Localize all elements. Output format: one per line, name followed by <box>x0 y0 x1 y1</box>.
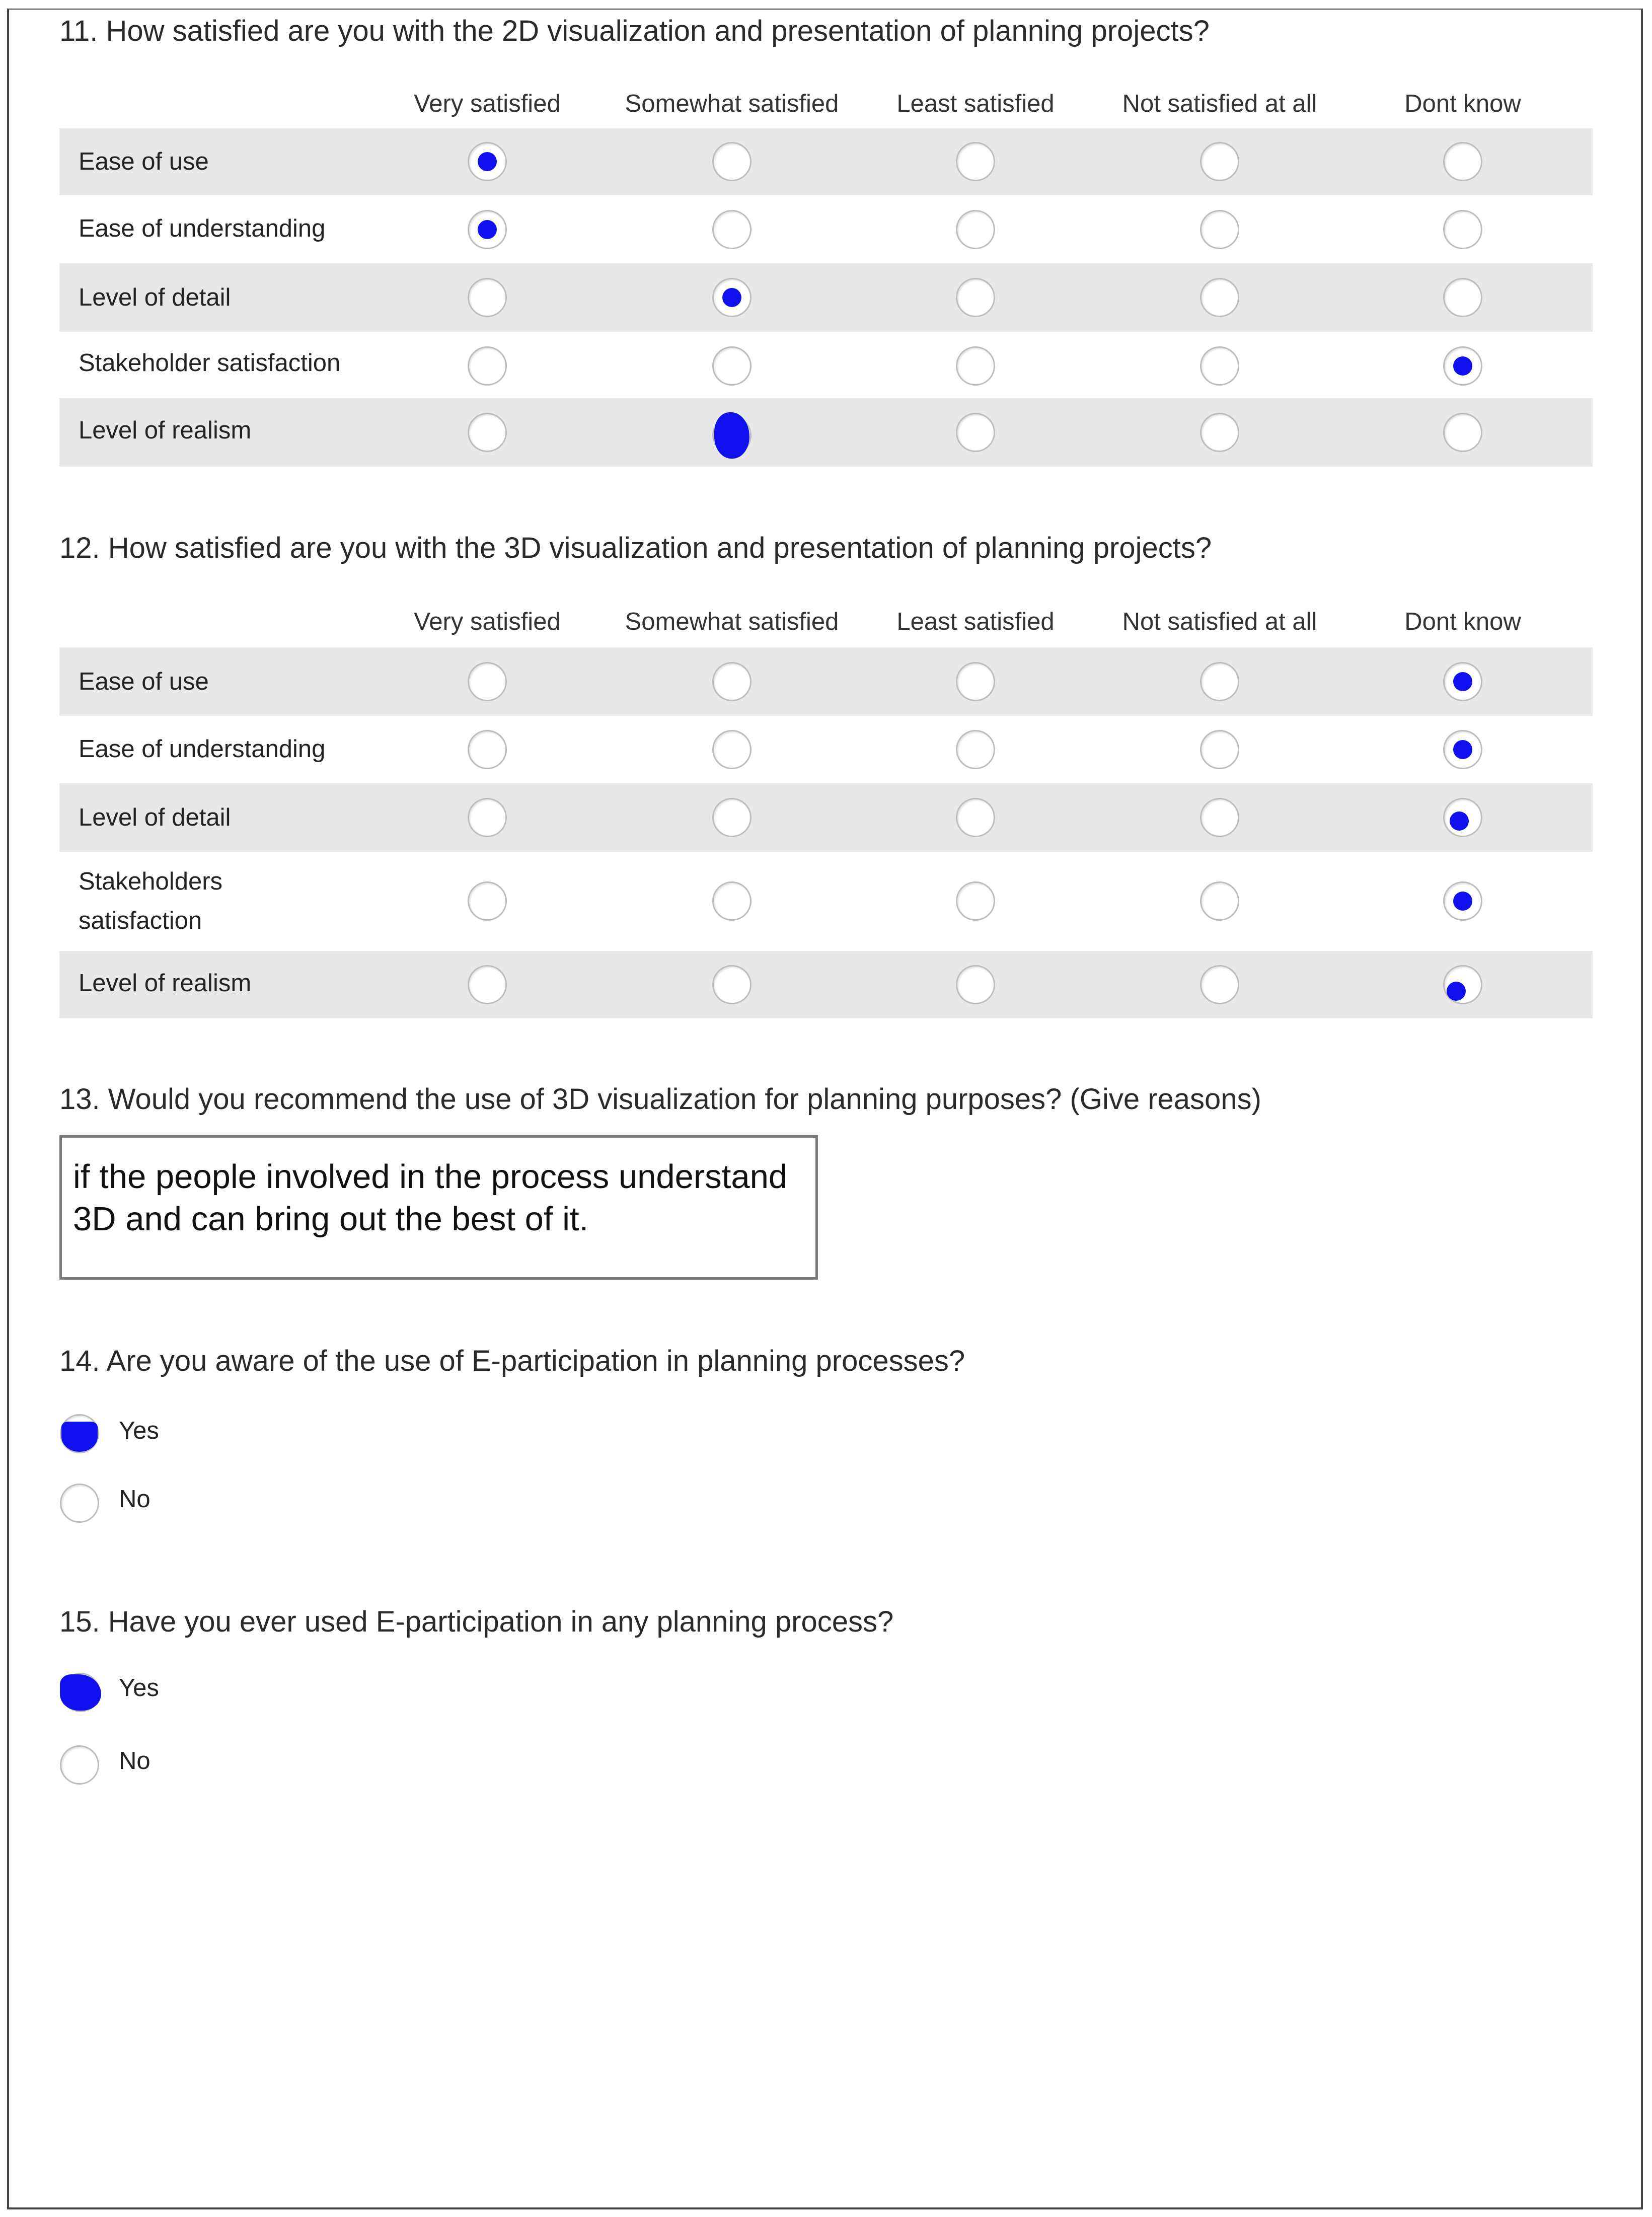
radio-somewhat-satisfied[interactable] <box>712 662 752 701</box>
q12-col-very-satisfied: Very satisfied <box>414 608 561 635</box>
radio-least-satisfied[interactable] <box>956 210 995 249</box>
radio-dont-know[interactable] <box>1443 142 1482 181</box>
radio-selected-dot <box>722 288 741 307</box>
radio-very-satisfied[interactable] <box>468 210 507 249</box>
radio-somewhat-satisfied[interactable] <box>712 730 752 769</box>
radio-selected-dot <box>60 1674 101 1711</box>
radio-selected-dot <box>478 220 497 239</box>
q11-row-level-of-realism <box>59 398 1593 467</box>
radio-selected-dot <box>478 152 497 171</box>
row-label: Stakeholder satisfaction <box>79 349 341 377</box>
radio-very-satisfied[interactable] <box>468 730 507 769</box>
radio-dont-know[interactable] <box>1443 730 1482 769</box>
radio-dont-know[interactable] <box>1443 278 1482 317</box>
q11-row-ease-of-understanding <box>59 195 1593 263</box>
row-label: Level of detail <box>79 804 231 831</box>
q12-col-least-satisfied: Least satisfied <box>896 608 1055 635</box>
radio-very-satisfied[interactable] <box>468 881 507 921</box>
radio-least-satisfied[interactable] <box>956 413 995 452</box>
q11-col-dont-know: Dont know <box>1404 90 1521 117</box>
row-label: Ease of understanding <box>79 215 326 242</box>
question-12-title: 12. How satisfied are you with the 3D visualization and presentation of planning projects? <box>59 532 1212 564</box>
radio-least-satisfied[interactable] <box>956 278 995 317</box>
q11-col-not-satisfied: Not satisfied at all <box>1122 90 1317 117</box>
q11-row-stakeholder-satisfaction <box>59 332 1593 398</box>
q11-col-somewhat-satisfied: Somewhat satisfied <box>625 90 839 117</box>
q14-option-no-label: No <box>119 1486 151 1513</box>
row-label: Ease of understanding <box>79 735 326 763</box>
radio-not-satisfied[interactable] <box>1200 662 1239 701</box>
radio-somewhat-satisfied[interactable] <box>712 416 752 455</box>
radio-least-satisfied[interactable] <box>956 881 995 921</box>
radio-somewhat-satisfied[interactable] <box>712 142 752 181</box>
row-label-line1: Stakeholders <box>79 868 223 895</box>
q13-answer-text: if the people involved in the process understand 3D and can bring out the best of it. <box>73 1158 788 1238</box>
q12-row-level-of-realism <box>59 951 1593 1018</box>
radio-not-satisfied[interactable] <box>1200 798 1239 837</box>
radio-dont-know[interactable] <box>1443 662 1482 701</box>
radio-somewhat-satisfied[interactable] <box>712 278 752 317</box>
q12-row-level-of-detail <box>59 783 1593 852</box>
radio-least-satisfied[interactable] <box>956 662 995 701</box>
radio-very-satisfied[interactable] <box>468 798 507 837</box>
radio-somewhat-satisfied[interactable] <box>712 881 752 921</box>
row-label: Ease of use <box>79 148 209 175</box>
q11-row-level-of-detail <box>59 263 1593 332</box>
radio-dont-know[interactable] <box>1443 413 1482 452</box>
radio-not-satisfied[interactable] <box>1200 730 1239 769</box>
radio-dont-know[interactable] <box>1443 798 1482 837</box>
radio-selected-dot <box>61 1422 98 1452</box>
question-13-title: 13. Would you recommend the use of 3D visualization for planning purposes? (Give reasons) <box>59 1083 1261 1116</box>
q11-col-very-satisfied: Very satisfied <box>414 90 561 117</box>
q12-row-stakeholders-satisfaction <box>59 852 1593 951</box>
q15-radio-no[interactable] <box>60 1745 99 1785</box>
radio-selected-dot <box>1450 811 1469 831</box>
radio-very-satisfied[interactable] <box>468 142 507 181</box>
row-label: Level of realism <box>79 970 252 997</box>
radio-somewhat-satisfied[interactable] <box>712 346 752 386</box>
radio-dont-know[interactable] <box>1443 965 1482 1004</box>
row-label: Ease of use <box>79 668 209 695</box>
q12-row-ease-of-use <box>59 647 1593 716</box>
radio-very-satisfied[interactable] <box>468 346 507 386</box>
q12-col-somewhat-satisfied: Somewhat satisfied <box>625 608 839 635</box>
radio-not-satisfied[interactable] <box>1200 965 1239 1004</box>
radio-very-satisfied[interactable] <box>468 278 507 317</box>
q15-radio-yes[interactable] <box>61 1673 100 1712</box>
radio-selected-dot <box>1453 356 1472 376</box>
q15-option-no-label: No <box>119 1747 151 1775</box>
q13-answer-textarea[interactable] <box>59 1135 818 1280</box>
row-label-line2: satisfaction <box>79 907 202 934</box>
radio-selected-dot <box>1453 740 1472 759</box>
radio-not-satisfied[interactable] <box>1200 346 1239 386</box>
question-14-title: 14. Are you aware of the use of E-participation in planning processes? <box>59 1345 965 1377</box>
q12-col-dont-know: Dont know <box>1404 608 1521 635</box>
q14-radio-yes[interactable] <box>60 1414 99 1453</box>
radio-selected-dot <box>1453 892 1472 911</box>
radio-dont-know[interactable] <box>1443 210 1482 249</box>
radio-not-satisfied[interactable] <box>1200 142 1239 181</box>
radio-selected-dot <box>1453 672 1472 691</box>
row-label: Level of realism <box>79 417 252 444</box>
q11-col-least-satisfied: Least satisfied <box>896 90 1055 117</box>
radio-least-satisfied[interactable] <box>956 798 995 837</box>
q14-option-yes-label: Yes <box>119 1417 159 1444</box>
radio-not-satisfied[interactable] <box>1200 413 1239 452</box>
radio-very-satisfied[interactable] <box>468 662 507 701</box>
radio-dont-know[interactable] <box>1443 346 1482 386</box>
question-11-title: 11. How satisfied are you with the 2D visualization and presentation of planning projects? <box>59 15 1210 47</box>
radio-not-satisfied[interactable] <box>1200 210 1239 249</box>
radio-selected-dot <box>1447 982 1466 1001</box>
radio-not-satisfied[interactable] <box>1200 278 1239 317</box>
radio-not-satisfied[interactable] <box>1200 881 1239 921</box>
radio-very-satisfied[interactable] <box>468 413 507 452</box>
q15-option-yes-label: Yes <box>119 1674 159 1702</box>
question-15-title: 15. Have you ever used E-participation in any planning process? <box>59 1605 894 1638</box>
radio-least-satisfied[interactable] <box>956 142 995 181</box>
row-label <box>79 862 222 940</box>
radio-least-satisfied[interactable] <box>956 346 995 386</box>
radio-very-satisfied[interactable] <box>468 965 507 1004</box>
radio-somewhat-satisfied[interactable] <box>712 798 752 837</box>
radio-selected-dot <box>714 412 749 459</box>
q14-radio-no[interactable] <box>60 1484 99 1523</box>
radio-somewhat-satisfied[interactable] <box>712 965 752 1004</box>
radio-somewhat-satisfied[interactable] <box>712 210 752 249</box>
row-label: Level of detail <box>79 284 231 311</box>
radio-least-satisfied[interactable] <box>956 965 995 1004</box>
radio-least-satisfied[interactable] <box>956 730 995 769</box>
radio-dont-know[interactable] <box>1443 881 1482 921</box>
q12-row-ease-of-understanding <box>59 716 1593 783</box>
q11-row-ease-of-use <box>59 128 1593 195</box>
q12-col-not-satisfied: Not satisfied at all <box>1122 608 1317 635</box>
